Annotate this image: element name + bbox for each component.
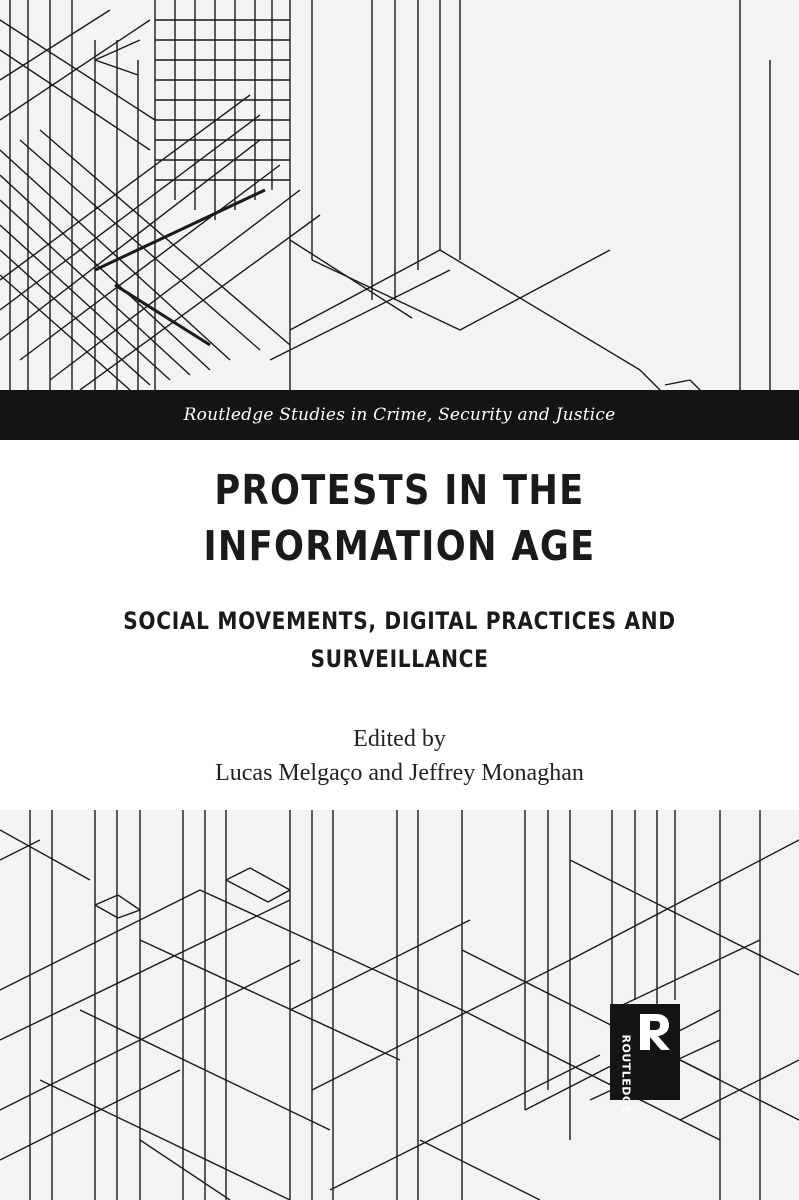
book-title-line-2: INFORMATION AGE [203, 522, 596, 570]
book-subtitle [64, 602, 735, 678]
editors-names: Lucas Melgaço and Jeffrey Monaghan [215, 760, 584, 786]
routledge-r-profile-icon [638, 1012, 674, 1052]
routledge-logo [610, 1004, 680, 1114]
book-subtitle-line-1: SOCIAL MOVEMENTS, DIGITAL PRACTICES AND [123, 607, 676, 635]
series-band [0, 390, 799, 440]
book-title-line-1: PROTESTS IN THE [214, 466, 585, 514]
book-subtitle-line-2: SURVEILLANCE [310, 645, 489, 673]
publisher-name: ROUTLEDGE [619, 1034, 633, 1114]
cover-artwork-top [0, 0, 799, 390]
edited-by-label: Edited by [353, 726, 446, 752]
wireframe-pattern-top [0, 0, 799, 390]
series-title: Routledge Studies in Crime, Security and Justice [183, 405, 616, 425]
book-title [56, 462, 743, 574]
